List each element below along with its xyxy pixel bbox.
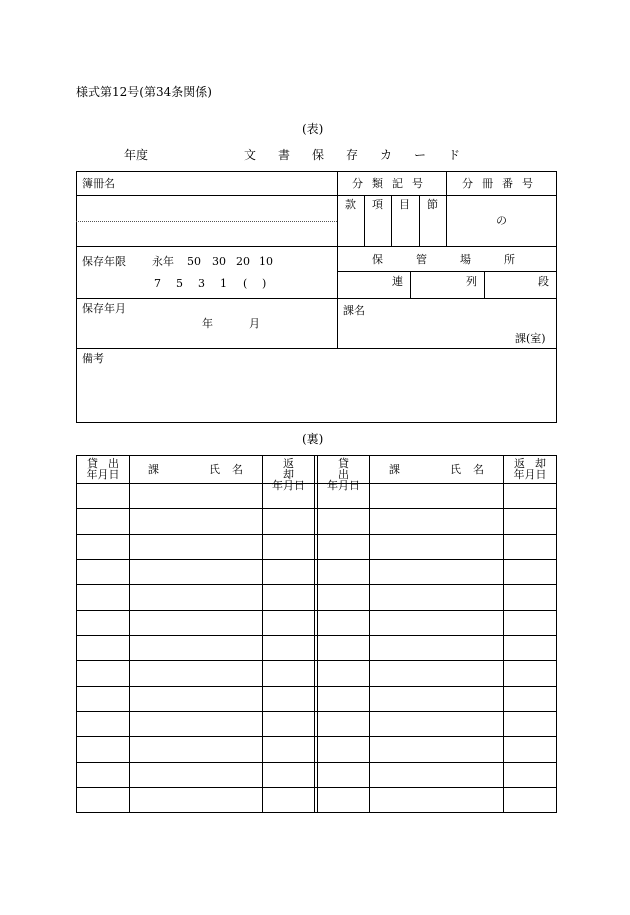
- class-col-divider: [419, 195, 420, 246]
- retention-1: 1: [220, 277, 227, 290]
- location-row-divider: [337, 271, 557, 272]
- retention-period-label: 保存年限: [82, 255, 126, 268]
- retention-10: 10: [259, 255, 273, 268]
- loan-row-line: [76, 711, 557, 712]
- class-col-divider: [446, 171, 447, 246]
- back-side-label: (裏): [302, 432, 324, 446]
- section-suffix: 課(室): [515, 332, 546, 345]
- retention-paren-close: ): [262, 277, 267, 290]
- fiscal-year-label: 年度: [124, 148, 149, 162]
- front-row-divider: [76, 195, 557, 196]
- retention-50: 50: [187, 255, 201, 268]
- month-unit: 月: [249, 317, 260, 330]
- loan-row-line: [76, 762, 557, 763]
- front-row-divider: [76, 298, 557, 299]
- book-number-no: の: [496, 214, 507, 227]
- book-name-label: 簿冊名: [82, 177, 115, 190]
- retention-5: 5: [176, 277, 183, 290]
- book-name-dotted-line: [76, 221, 337, 222]
- class-col-moku: 目: [399, 198, 410, 211]
- card-title: 文書保存カード: [244, 148, 483, 162]
- loan-row-line: [76, 787, 557, 788]
- remarks-label: 備考: [82, 352, 104, 365]
- location-col-divider: [410, 271, 411, 298]
- retention-20: 20: [236, 255, 250, 268]
- location-dan: 段: [538, 275, 549, 288]
- section-header-left: 課: [148, 463, 159, 476]
- loan-row-line: [76, 635, 557, 636]
- loan-row-line: [76, 508, 557, 509]
- loan-row-line: [76, 686, 557, 687]
- loan-row-line: [76, 534, 557, 535]
- return-date-header-right: 返却 年月日: [513, 457, 556, 481]
- retention-7: 7: [154, 277, 161, 290]
- loan-row-line: [76, 559, 557, 560]
- form-number: 様式第12号(第34条関係): [76, 85, 212, 99]
- class-col-setsu: 節: [427, 198, 438, 211]
- section-header-right: 課: [389, 463, 400, 476]
- year-unit: 年: [202, 317, 213, 330]
- front-col-divider: [337, 171, 338, 348]
- front-side-label: (表): [302, 122, 324, 136]
- class-col-kan: 款: [345, 198, 356, 211]
- loan-row-line: [76, 483, 557, 484]
- loan-date-header-right: 貸出 年月日: [327, 457, 360, 492]
- class-col-divider: [364, 195, 365, 246]
- classification-label: 分類記号: [352, 177, 432, 190]
- retention-permanent: 永年: [152, 255, 174, 268]
- class-col-divider: [391, 195, 392, 246]
- retention-paren-open: (: [243, 277, 248, 290]
- loan-row-line: [76, 660, 557, 661]
- location-ren: 連: [392, 275, 403, 288]
- storage-location-label: 保管場所: [372, 253, 548, 266]
- loan-row-line: [76, 610, 557, 611]
- location-col-divider: [484, 271, 485, 298]
- front-row-divider: [76, 348, 557, 349]
- section-name-label: 課名: [343, 304, 365, 317]
- retention-30: 30: [212, 255, 226, 268]
- loan-row-line: [76, 736, 557, 737]
- name-header-left: 氏名: [209, 463, 255, 476]
- return-date-header-left: 返却 年月日: [272, 457, 305, 492]
- book-number-label: 分冊番号: [462, 177, 542, 190]
- front-row-divider: [76, 246, 557, 247]
- class-col-kou: 項: [372, 198, 383, 211]
- name-header-right: 氏名: [450, 463, 496, 476]
- location-retsu: 列: [466, 275, 477, 288]
- loan-date-header-left: 貸出 年月日: [86, 457, 129, 481]
- retention-3: 3: [198, 277, 205, 290]
- loan-row-line: [76, 584, 557, 585]
- retention-date-label: 保存年月: [82, 302, 126, 315]
